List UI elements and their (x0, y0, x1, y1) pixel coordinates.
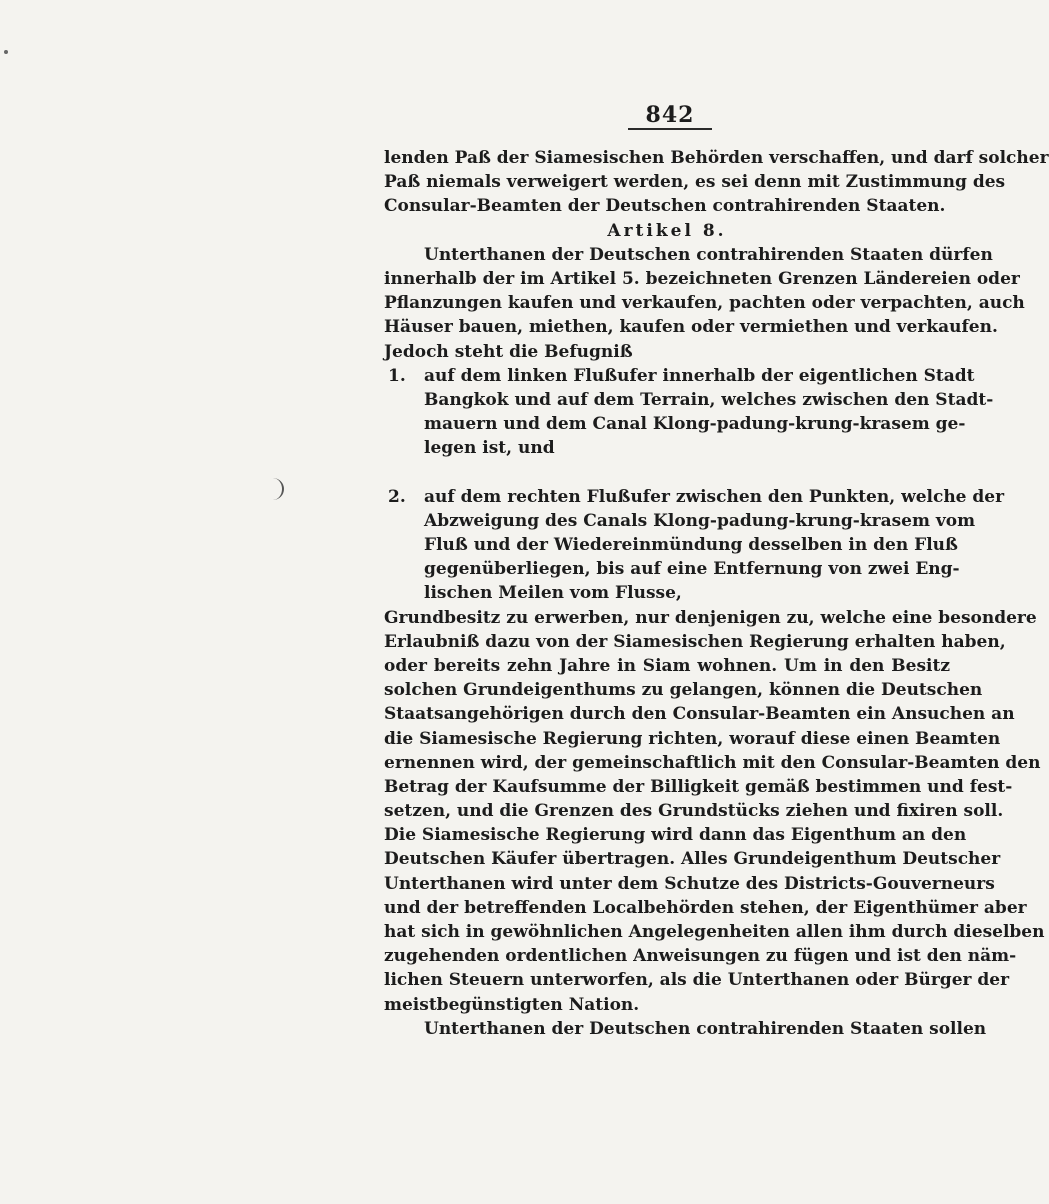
text-line: die Siamesische Regierung richten, worauf diese einen Beamten (384, 728, 1001, 749)
margin-pencil-mark (268, 478, 284, 500)
text-line: Jedoch steht die Befugniß (384, 341, 633, 362)
text-line: Pflanzungen kaufen und verkaufen, pachten oder verpachten, auch (384, 293, 1025, 314)
list-item-2-line: Fluß und der Wiedereinmündung desselben in den Fluß (424, 535, 958, 555)
article-heading: Artikel 8. (607, 220, 727, 241)
text-line: setzen, und die Grenzen des Grundstücks ziehen und fixiren soll. (384, 801, 1004, 822)
text-line: meistbegünstigten Nation. (384, 994, 640, 1015)
list-item-2-line: Abzweigung des Canals Klong-padung-krung-krasem vom (424, 510, 976, 531)
list-item-2-line: gegenüberliegen, bis auf eine Entfernung von zwei Eng- (424, 559, 960, 580)
paragraph-first-line: Unterthanen der Deutschen contrahirenden Staaten dürfen (424, 244, 993, 265)
list-spacer (384, 460, 950, 484)
list-item-1-line: mauern und dem Canal Klong-padung-krung-krasem ge- (424, 414, 966, 435)
list-item-text: auf dem linken Flußufer innerhalb der eigentlichen Stadt (424, 365, 975, 386)
text-line: hat sich in gewöhnlichen Angelegenheiten allen ihm durch dieselben (384, 922, 1045, 942)
list-item-2-line: lischen Meilen vom Flusse, (424, 583, 682, 604)
margin-speck (4, 50, 8, 54)
list-item-2-line (384, 485, 1005, 509)
text-line: lenden Paß der Siamesischen Behörden verschaffen, und darf solcher (384, 148, 1049, 168)
list-item-number: 1. (388, 365, 406, 386)
text-line: ernennen wird, der gemeinschaftlich mit den Consular-Beamten den (384, 752, 1041, 773)
text-line: oder bereits zehn Jahre in Siam wohnen. Um in den Besitz (384, 655, 950, 676)
list-item-number: 2. (388, 486, 406, 507)
list-item-1-line: Bangkok und auf dem Terrain, welches zwischen den Stadt- (424, 389, 994, 410)
body-text (384, 146, 1049, 1041)
list-item-1-line: legen ist, und (424, 438, 555, 459)
text-line: lichen Steuern unterworfen, als die Unterthanen oder Bürger der (384, 970, 1010, 991)
text-line: Grundbesitz zu erwerben, nur denjenigen zu, welche eine besondere (384, 607, 1037, 628)
list-item-text: auf dem rechten Flußufer zwischen den Punkten, welche der (424, 486, 1005, 507)
paragraph-first-line: Unterthanen der Deutschen contrahirenden Staaten sollen (424, 1018, 987, 1039)
text-line: Staatsangehörigen durch den Consular-Beamten ein Ansuchen an (384, 704, 1015, 725)
text-line: Consular-Beamten der Deutschen contrahirenden Staaten. (384, 196, 946, 217)
text-line: Paß niemals verweigert werden, es sei denn mit Zustimmung des (384, 172, 1006, 193)
text-line: solchen Grundeigenthums zu gelangen, können die Deutschen (384, 680, 983, 701)
text-line: Unterthanen wird unter dem Schutze des Districts-Gouverneurs (384, 873, 995, 894)
text-line: Häuser bauen, miethen, kaufen oder vermiethen und verkaufen. (384, 317, 998, 338)
text-line: Erlaubniß dazu von der Siamesischen Regierung erhalten haben, (384, 631, 1006, 652)
text-line: Betrag der Kaufsumme der Billigkeit gemäß bestimmen und fest- (384, 776, 1013, 797)
text-line: Deutschen Käufer übertragen. Alles Grundeigenthum Deutscher (384, 849, 1001, 870)
page-number-rule (628, 128, 712, 130)
text-line: zugehenden ordentlichen Anweisungen zu fügen und ist den näm- (384, 946, 1017, 967)
page-number: 842 (645, 102, 695, 128)
list-item-1-line (384, 364, 975, 388)
text-line: Die Siamesische Regierung wird dann das Eigenthum an den (384, 825, 967, 846)
text-line: und der betreffenden Localbehörden stehen, der Eigenthümer aber (384, 897, 1027, 918)
text-line: innerhalb der im Artikel 5. bezeichneten Grenzen Ländereien oder (384, 268, 1020, 289)
